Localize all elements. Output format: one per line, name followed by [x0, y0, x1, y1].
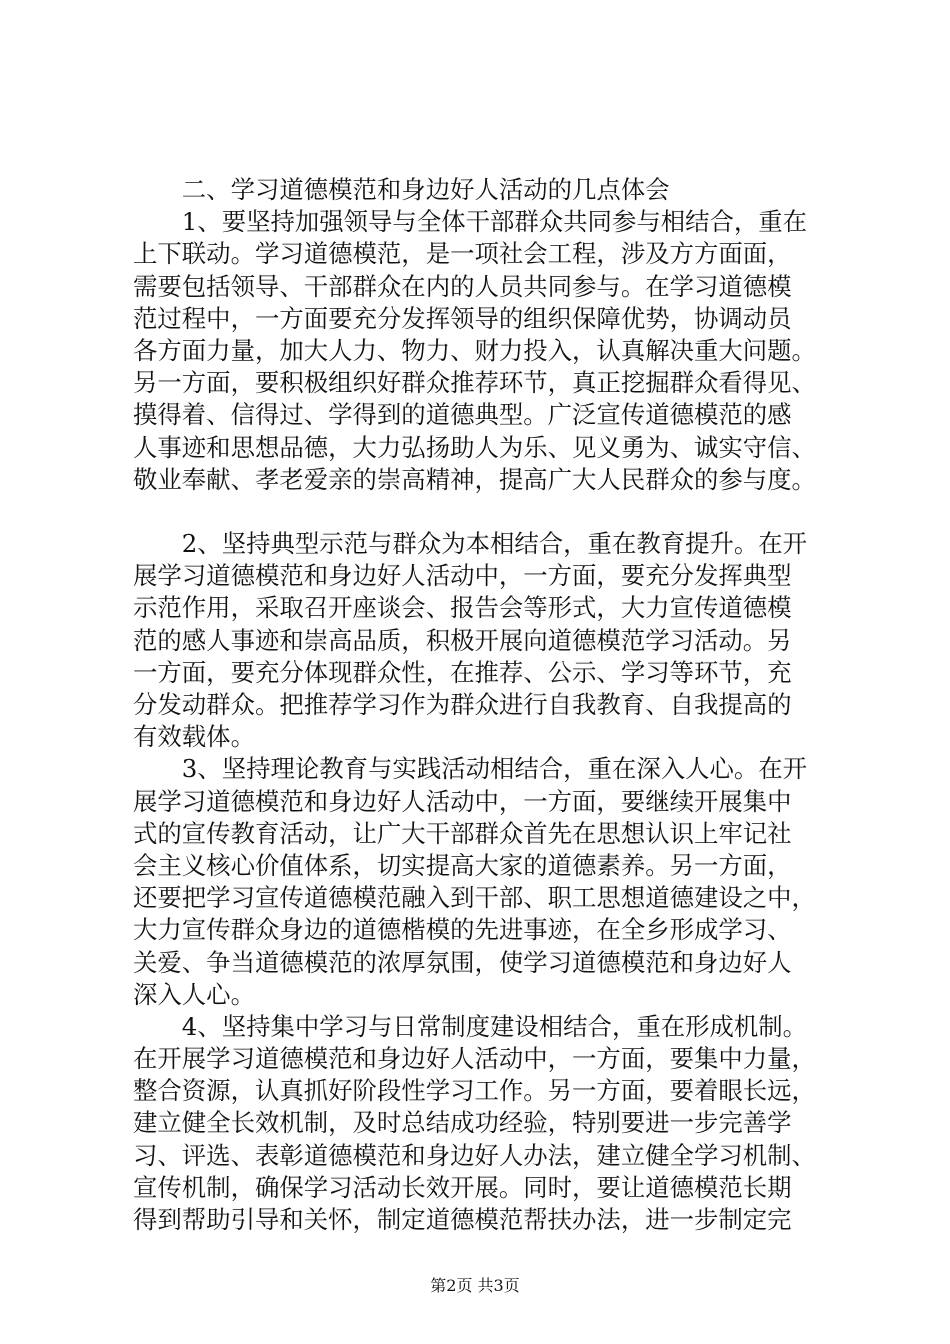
- paragraph-2-line: 一方面，要充分体现群众性，在推荐、公示、学习等环节，充: [133, 657, 792, 687]
- paragraph-2-line: 分发动群众。把推荐学习作为群众进行自我教育、自我提高的: [133, 690, 792, 719]
- paragraph-4-line: 习、评选、表彰道德模范和身边好人办法，建立健全学习机制、: [133, 1140, 816, 1170]
- paragraph-3-line: 大力宣传群众身边的道德楷模的先进事迹，在全乡形成学习、: [133, 915, 792, 945]
- paragraph-1-line: 1、要坚持加强领导与全体干部群众共同参与相结合，重在: [133, 207, 808, 237]
- paragraph-1-line: 各方面力量，加大人力、物力、财力投入，认真解决重大问题。: [133, 335, 816, 365]
- paragraph-3-line: 式的宣传教育活动，让广大干部群众首先在思想认识上牢记社: [133, 818, 792, 848]
- paragraph-4-line: 整合资源，认真抓好阶段性学习工作。另一方面，要着眼长远，: [133, 1076, 816, 1106]
- paragraph-4-line: 宣传机制，确保学习活动长效开展。同时，要让道德模范长期: [133, 1172, 792, 1202]
- paragraph-4-line: 建立健全长效机制，及时总结成功经验，特别要进一步完善学: [133, 1108, 792, 1138]
- paragraph-2-line: 有效载体。: [133, 722, 255, 752]
- blank-line: [133, 496, 833, 528]
- paragraph-3-line: 3、坚持理论教育与实践活动相结合，重在深入人心。在开: [133, 754, 808, 784]
- paragraph-3-line: 深入人心。: [133, 979, 255, 1009]
- paragraph-1-line: 需要包括领导、干部群众在内的人员共同参与。在学习道德模: [133, 271, 792, 301]
- paragraph-4-line: 得到帮助引导和关怀，制定道德模范帮扶办法，进一步制定完: [133, 1205, 792, 1234]
- paragraph-2-line: 范的感人事迹和崇高品质，积极开展向道德模范学习活动。另: [133, 625, 792, 655]
- paragraph-1-line: 另一方面，要积极组织好群众推荐环节，真正挖掘群众看得见、: [133, 368, 816, 398]
- paragraph-3-line: 关爱、争当道德模范的浓厚氛围，使学习道德模范和身边好人: [133, 947, 792, 977]
- paragraph-1-line: 摸得着、信得过、学得到的道德典型。广泛宣传道德模范的感: [133, 400, 792, 430]
- paragraph-4-line: 4、坚持集中学习与日常制度建设相结合，重在形成机制。: [133, 1011, 808, 1041]
- paragraph-1-line: 敬业奉献、孝老爱亲的崇高精神，提高广大人民群众的参与度。: [133, 464, 816, 494]
- page-indicator: 第2页 共3页: [430, 1276, 520, 1295]
- document-body: [133, 174, 833, 1236]
- paragraph-1-line: 人事迹和思想品德，大力弘扬助人为乐、见义勇为、诚实守信、: [133, 432, 816, 462]
- paragraph-2-line: 示范作用，采取召开座谈会、报告会等形式，大力宣传道德模: [133, 593, 792, 623]
- paragraph-3-line: 会主义核心价值体系，切实提高大家的道德素养。另一方面，: [133, 850, 792, 880]
- section-heading: 二、学习道德模范和身边好人活动的几点体会: [133, 175, 670, 204]
- paragraph-4-line: 在开展学习道德模范和身边好人活动中，一方面，要集中力量，: [133, 1044, 816, 1074]
- paragraph-1-line: 范过程中，一方面要充分发挥领导的组织保障优势，协调动员: [133, 303, 792, 333]
- paragraph-2-line: 展学习道德模范和身边好人活动中，一方面，要充分发挥典型: [133, 561, 792, 591]
- paragraph-1-line: 上下联动。学习道德模范，是一项社会工程，涉及方方面面，: [133, 239, 792, 269]
- paragraph-3-line: 还要把学习宣传道德模范融入到干部、职工思想道德建设之中，: [133, 883, 816, 913]
- paragraph-3-line: 展学习道德模范和身边好人活动中，一方面，要继续开展集中: [133, 786, 792, 816]
- paragraph-2-line: 2、坚持典型示范与群众为本相结合，重在教育提升。在开: [133, 529, 808, 559]
